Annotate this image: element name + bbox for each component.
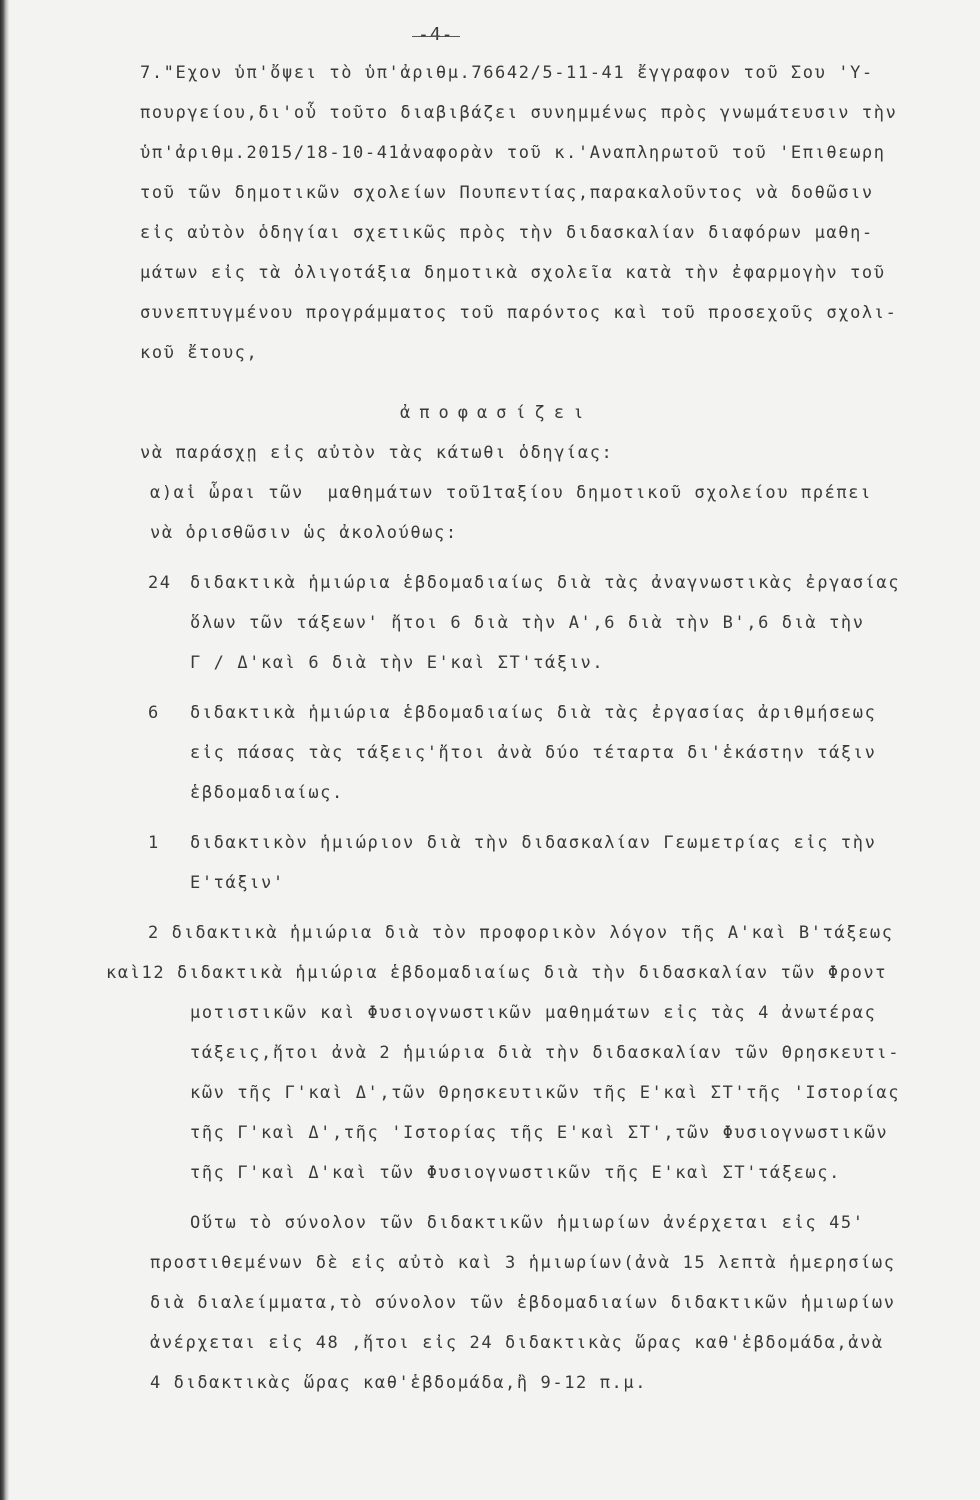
intro-line: νὰ παράσχῃ εἰς αὐτὸν τὰς κάτωθι ὁδηγίας: <box>140 443 614 463</box>
decision-heading: ἀποφασίζει <box>400 403 593 423</box>
item-number: 1 <box>148 833 160 853</box>
item-line: διδακτικὰ ἡμιώρια ἑβδομαδιαίως διὰ τὰς ἀναγνωστικὰς ἐργασίας <box>190 573 901 593</box>
item-line: τάξεις,ἤτοι ἀνὰ 2 ἡμιώρια διὰ τὴν διδασκαλίαν τῶν Θρησκευτι- <box>190 1043 901 1063</box>
item-line: κῶν τῆς Γ'καὶ Δ',τῶν Θρησκευτικῶν τῆς Ε'καὶ ΣΤ'τῆς 'Ιστορίας <box>190 1083 901 1103</box>
item-line: τῆς Γ'καὶ Δ'καὶ τῶν Φυσιογνωστικῶν τῆς Ε'καὶ ΣΤ'τάξεως. <box>190 1163 841 1183</box>
item-line: εἰς πάσας τὰς τάξεις'ἤτοι ἀνὰ δύο τέταρτα δι'ἑκάστην τάξιν <box>190 743 877 763</box>
item-number: 24 <box>148 573 172 593</box>
text-line: πουργείου,δι'οὗ τοῦτο διαβιβάζει συνημμένως πρὸς γνωμάτευσιν τὴν <box>140 103 898 123</box>
text-line: συνεπτυγμένου προγράμματος τοῦ παρόντος καὶ τοῦ προσεχοῦς σχολι- <box>140 303 898 323</box>
text-line: κοῦ ἔτους, <box>140 343 259 363</box>
summary-line: διὰ διαλείμματα,τὸ σύνολον τῶν ἑβδομαδιαίων διδακτικῶν ἡμιωρίων <box>150 1293 896 1313</box>
text-line: μάτων εἰς τὰ ὀλιγοτάξια δημοτικὰ σχολεῖα κατὰ τὴν ἐφαρμογὴν τοῦ <box>140 263 886 283</box>
item-line: μοτιστικῶν καὶ Φυσιογνωστικῶν μαθημάτων εἰς τὰς 4 ἀνωτέρας <box>190 1003 877 1023</box>
summary-line: ἀνέρχεται εἰς 48 ,ἤτοι εἰς 24 διδακτικὰς ὥρας καθ'ἑβδομάδα,ἀνὰ <box>150 1333 884 1353</box>
item-line: διδακτικὰ ἡμιώρια ἑβδομαδιαίως διὰ τὰς ἐργασίας ἀριθμήσεως <box>190 703 877 723</box>
item-line: ὅλων τῶν τάξεων' ἤτοι 6 διὰ τὴν Α',6 διὰ τὴν Β',6 διὰ τὴν <box>190 613 865 633</box>
page-number: -4- <box>418 24 454 45</box>
text-line: ὑπ'ἀριθμ.2015/18-10-41ἀναφορὰν τοῦ κ.'Αναπληρωτοῦ τοῦ 'Επιθεωρη <box>140 143 886 163</box>
text-line: 7."Εχον ὑπ'ὄψει τὸ ὑπ'ἀριθμ.76642/5-11-41 ἔγγραφον τοῦ Σου 'Υ- <box>140 63 874 83</box>
summary-line: 4 διδακτικὰς ὥρας καθ'ἑβδομάδα,ἢ 9-12 π.μ. <box>150 1373 648 1393</box>
text-line: τοῦ τῶν δημοτικῶν σχολείων Πουπεντίας,παρακαλοῦντος νὰ δοθῶσιν <box>140 183 874 203</box>
scan-edge <box>0 0 9 1500</box>
item-number: 6 <box>148 703 160 723</box>
point-a-line: νὰ ὁρισθῶσιν ὡς ἀκολούθως: <box>150 523 458 543</box>
summary-line: προστιθεμένων δὲ εἰς αὐτὸ καὶ 3 ἡμιωρίων(ἀνὰ 15 λεπτὰ ἡμερησίως <box>150 1253 896 1273</box>
point-a-line: α)αἱ ὧραι τῶν μαθημάτων τοῦ1ταξίου δημοτικοῦ σχολείου πρέπει <box>150 483 872 503</box>
item-line: 2 διδακτικὰ ἡμιώρια διὰ τὸν προφορικὸν λόγον τῆς Α'καὶ Β'τάξεως <box>148 923 894 943</box>
item-line: καὶ12 διδακτικὰ ἡμιώρια ἑβδομαδιαίως διὰ τὴν διδασκαλίαν τῶν Φροντ <box>106 963 888 983</box>
summary-line: Οὕτω τὸ σύνολον τῶν διδακτικῶν ἡμιωρίων ἀνέρχεται εἰς 45' <box>190 1213 865 1233</box>
item-line: διδακτικὸν ἡμιώριον διὰ τὴν διδασκαλίαν Γεωμετρίας εἰς τὴν <box>190 833 877 853</box>
item-line: Ε'τάξιν' <box>190 873 285 893</box>
item-line: Γ / Δ'καὶ 6 διὰ τὴν Ε'καὶ ΣΤ'τάξιν. <box>190 653 605 673</box>
item-line: ἑβδομαδιαίως. <box>190 783 344 803</box>
item-line: τῆς Γ'καὶ Δ',τῆς 'Ιστορίας τῆς Ε'καὶ ΣΤ',τῶν Φυσιογνωστικῶν <box>190 1123 889 1143</box>
text-line: εἰς αὐτὸν ὁδηγίαι σχετικῶς πρὸς τὴν διδασκαλίαν διαφόρων μαθη- <box>140 223 874 243</box>
